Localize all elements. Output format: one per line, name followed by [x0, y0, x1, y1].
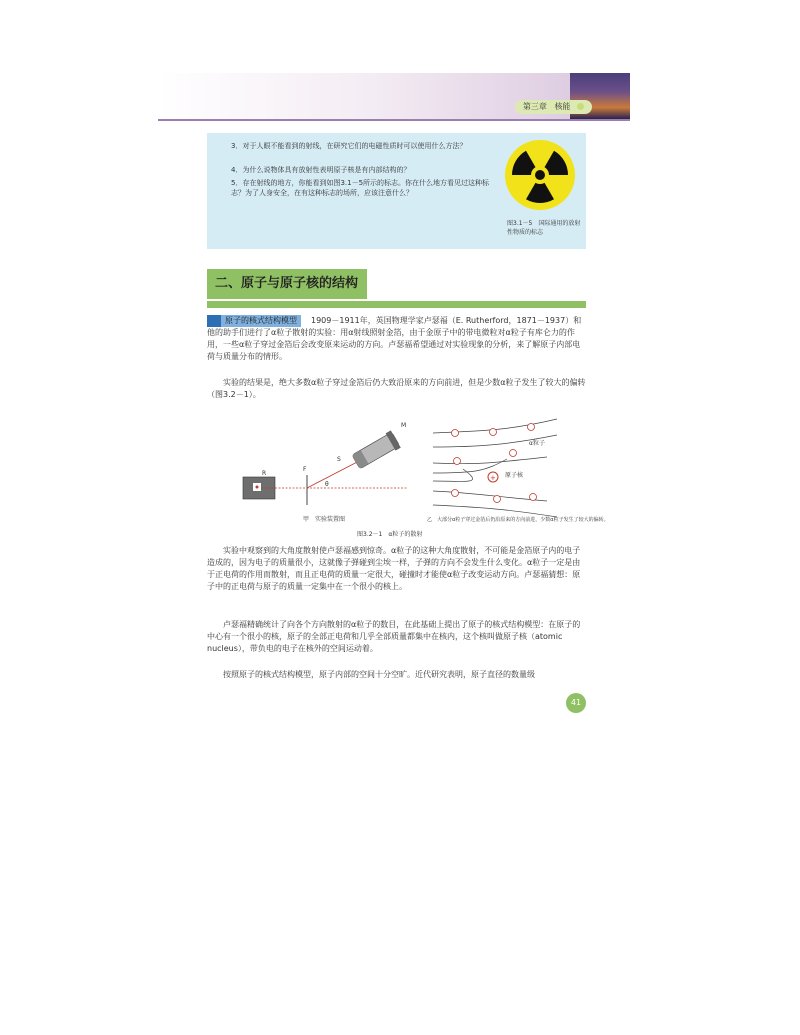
figure-label-a: 甲 实验装置图: [303, 516, 346, 523]
label-r: R: [262, 470, 267, 477]
paragraph-1-text: 1909－1911年，英国物理学家卢瑟福（E. Rutherford，1871－1937）和他的助手们进行了α粒子散射的实验：用α射线照射金箔，由于金原子中的带电微粒对α粒子有库仑力的作用，一些α粒子穿过金箔后会改变原来运动的方向。卢瑟福希望通过对实验现象的分析，来了解原子内部电荷与质量分布的情形。: [207, 316, 582, 361]
label-f: F: [303, 466, 307, 473]
section-title: 二、原子与原子核的结构: [207, 269, 367, 299]
chapter-number: 第三章: [522, 102, 547, 111]
paragraph-2: 实验的结果是，绝大多数α粒子穿过金箔后仍大致沿原来的方向前进，但是少数α粒子发生了较大的偏转（图3.2－1）。: [207, 378, 586, 399]
radiation-hazard-icon: [504, 139, 576, 211]
chapter-dot-icon: [577, 103, 584, 110]
label-s: S: [337, 456, 341, 463]
textbook-page: [158, 73, 630, 765]
hazard-caption: 图3.1－5 国际通用的放射性物质的标志: [507, 220, 581, 236]
figure-caption: 图3.2－1 α粒子的散射: [357, 531, 423, 538]
label-theta: θ: [325, 481, 329, 488]
header-rule: [158, 119, 630, 121]
section-header: [207, 269, 586, 308]
question-5: 5．存在射线的地方，你能看到如图3.1－5所示的标志。你在什么地方看见过这种标志？为了人身安全，在有这种标志的场所，应该注意什么？: [231, 179, 490, 197]
paragraph-5: 按照原子的核式结构模型，原子内部的空间十分空旷。近代研究表明，原子直径的数量级: [223, 670, 535, 679]
scattering-figure: [207, 409, 609, 539]
page-header: [158, 73, 630, 119]
paragraph-4: 卢瑟福精确统计了向各个方向散射的α粒子的数目，在此基础上提出了原子的核式结构模型：在原子的中心有一个很小的核，原子的全部正电荷和几乎全部质量都集中在核内，这个核叫做原子核（atomic nucleus），带负电的电子在核外的空间运动着。: [207, 620, 581, 653]
label-particle: α粒子: [529, 440, 545, 447]
label-nucleus: 原子核: [505, 472, 524, 479]
question-4: 4．为什么说物体具有放射性表明原子核是有内部结构的？: [231, 166, 411, 174]
question-box: [207, 133, 586, 249]
paragraph-1: [207, 315, 586, 363]
paragraph-3: 实验中观察到的大角度散射使卢瑟福感到惊奇。α粒子的这种大角度散射，不可能是金箔原子内的电子造成的，因为电子的质量很小，这就像子弹碰到尘埃一样，子弹的方向不会发生什么变化。α粒子一定是由于正电荷的作用而散射，而且正电荷的质量一定很大，碰撞时才能使α粒子改变运动方向。卢瑟福猜想：原子中的正电荷与原子的质量一定集中在一个很小的核上。: [207, 546, 581, 591]
page-number: 41: [566, 693, 586, 713]
svg-text:+: +: [490, 474, 496, 482]
subheading-tag: 原子的核式结构模型: [207, 315, 301, 327]
question-3: 3．对于人眼不能看到的射线，在研究它们的电磁性质时可以使用什么方法？: [231, 142, 467, 150]
chapter-name: 核能: [554, 102, 571, 111]
chapter-tag: [515, 100, 592, 114]
figure-label-b: 乙 大部分α粒子穿过金箔后仍沿原来的方向前进，少数α粒子发生了较大的偏转。: [427, 517, 609, 523]
label-m: M: [401, 422, 407, 429]
